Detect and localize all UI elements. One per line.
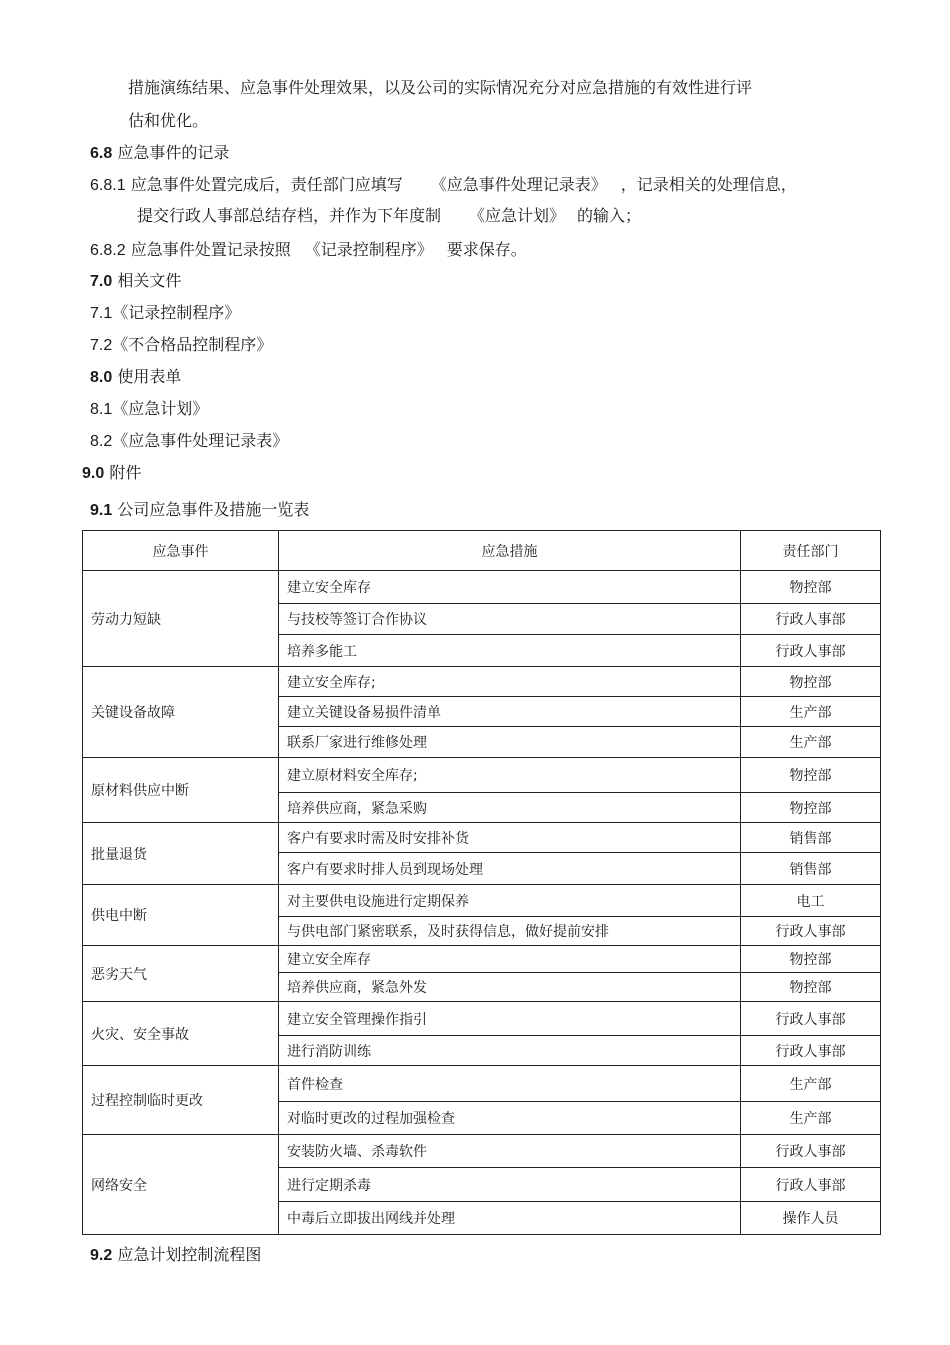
clause-text: 提交行政人事部总结存档，并作为下年度制 bbox=[137, 206, 442, 225]
measure-cell: 客户有要求时需及时安排补货 bbox=[279, 823, 741, 853]
measure-cell: 进行定期杀毒 bbox=[279, 1168, 741, 1202]
event-cell: 恶劣天气 bbox=[83, 946, 279, 1002]
section-title: 公司应急事件及措施一览表 bbox=[117, 500, 310, 519]
clause-text: 的输入； bbox=[577, 206, 642, 225]
measure-cell: 联系厂家进行维修处理 bbox=[279, 727, 741, 758]
document-reference: 《应急计划》 bbox=[469, 206, 566, 225]
department-cell: 销售部 bbox=[741, 823, 881, 853]
department-cell: 物控部 bbox=[741, 946, 881, 973]
department-cell: 生产部 bbox=[741, 1102, 881, 1135]
measure-cell: 与供电部门紧密联系，及时获得信息，做好提前安排 bbox=[279, 917, 741, 946]
clause-text: 要求保存。 bbox=[446, 240, 527, 259]
event-cell: 网络安全 bbox=[83, 1135, 279, 1235]
document-reference: 《记录控制程序》 bbox=[304, 240, 433, 259]
measure-cell: 建立安全库存; bbox=[279, 667, 741, 697]
table-row bbox=[83, 667, 881, 697]
department-cell: 物控部 bbox=[741, 667, 881, 697]
item-7-2 bbox=[90, 335, 272, 356]
department-cell: 电工 bbox=[741, 885, 881, 917]
table-row bbox=[83, 758, 881, 793]
measure-cell: 对主要供电设施进行定期保养 bbox=[279, 885, 741, 917]
clause-6-8-1-line-2 bbox=[137, 206, 641, 226]
section-number: 6.8 bbox=[90, 145, 113, 162]
section-number: 9.1 bbox=[90, 502, 113, 519]
item-number: 7.1 bbox=[90, 305, 113, 322]
table-row bbox=[83, 946, 881, 973]
table-header-row bbox=[83, 531, 881, 571]
table-row bbox=[83, 1135, 881, 1168]
measure-cell: 建立原材料安全库存; bbox=[279, 758, 741, 793]
department-cell: 物控部 bbox=[741, 973, 881, 1002]
table-row bbox=[83, 571, 881, 604]
event-cell: 劳动力短缺 bbox=[83, 571, 279, 667]
document-reference: 《应急事件处理记录表》 bbox=[112, 431, 289, 450]
department-cell: 物控部 bbox=[741, 758, 881, 793]
item-number: 7.2 bbox=[90, 337, 113, 354]
measure-cell: 建立安全库存 bbox=[279, 571, 741, 604]
department-cell: 行政人事部 bbox=[741, 635, 881, 667]
measure-cell: 安装防火墙、杀毒软件 bbox=[279, 1135, 741, 1168]
item-8-2 bbox=[90, 431, 288, 452]
column-header-measure: 应急措施 bbox=[279, 531, 741, 571]
document-reference: 《应急计划》 bbox=[112, 399, 209, 418]
department-cell: 行政人事部 bbox=[741, 1036, 881, 1066]
clause-text: ，记录相关的处理信息， bbox=[620, 175, 797, 194]
measure-cell: 培养供应商，紧急采购 bbox=[279, 793, 741, 823]
measure-cell: 客户有要求时排人员到现场处理 bbox=[279, 853, 741, 885]
intro-line-1: 措施演练结果、应急事件处理效果，以及公司的实际情况充分对应急措施的有效性进行评 bbox=[128, 78, 753, 97]
table-row bbox=[83, 885, 881, 917]
department-cell: 操作人员 bbox=[741, 1202, 881, 1235]
measure-cell: 首件检查 bbox=[279, 1066, 741, 1102]
department-cell: 行政人事部 bbox=[741, 1168, 881, 1202]
department-cell: 物控部 bbox=[741, 571, 881, 604]
section-title: 应急事件的记录 bbox=[117, 143, 230, 162]
item-number: 8.1 bbox=[90, 401, 113, 418]
event-cell: 供电中断 bbox=[83, 885, 279, 946]
department-cell: 生产部 bbox=[741, 697, 881, 727]
document-reference: 《记录控制程序》 bbox=[112, 303, 241, 322]
event-cell: 批量退货 bbox=[83, 823, 279, 885]
event-cell: 过程控制临时更改 bbox=[83, 1066, 279, 1135]
table-row bbox=[83, 823, 881, 853]
department-cell: 销售部 bbox=[741, 853, 881, 885]
measure-cell: 培养供应商，紧急外发 bbox=[279, 973, 741, 1002]
measure-cell: 对临时更改的过程加强检查 bbox=[279, 1102, 741, 1135]
item-7-1 bbox=[90, 303, 240, 324]
event-cell: 关键设备故障 bbox=[83, 667, 279, 758]
measure-cell: 建立安全库存 bbox=[279, 946, 741, 973]
department-cell: 行政人事部 bbox=[741, 1002, 881, 1036]
table-row bbox=[83, 1066, 881, 1102]
section-title: 相关文件 bbox=[117, 271, 182, 290]
clause-6-8-2 bbox=[90, 240, 527, 261]
section-title: 附件 bbox=[109, 463, 142, 482]
department-cell: 生产部 bbox=[741, 727, 881, 758]
item-number: 8.2 bbox=[90, 433, 113, 450]
clause-number: 6.8.1 bbox=[90, 177, 126, 194]
measure-cell: 与技校等签订合作协议 bbox=[279, 604, 741, 635]
column-header-event: 应急事件 bbox=[83, 531, 279, 571]
department-cell: 物控部 bbox=[741, 793, 881, 823]
section-8-0-heading bbox=[90, 367, 181, 388]
clause-text: 应急事件处置记录按照 bbox=[130, 240, 291, 259]
measure-cell: 进行消防训练 bbox=[279, 1036, 741, 1066]
emergency-events-table bbox=[82, 530, 881, 1235]
section-9-1-heading bbox=[90, 500, 309, 521]
section-7-0-heading bbox=[90, 271, 181, 292]
clause-6-8-1-line-1 bbox=[90, 175, 797, 196]
document-reference: 《应急事件处理记录表》 bbox=[430, 175, 607, 194]
department-cell: 行政人事部 bbox=[741, 604, 881, 635]
item-8-1 bbox=[90, 399, 208, 420]
department-cell: 行政人事部 bbox=[741, 1135, 881, 1168]
department-cell: 行政人事部 bbox=[741, 917, 881, 946]
table-row bbox=[83, 1002, 881, 1036]
section-number: 9.2 bbox=[90, 1247, 113, 1264]
measure-cell: 建立关键设备易损件清单 bbox=[279, 697, 741, 727]
section-number: 8.0 bbox=[90, 369, 113, 386]
section-9-0-heading bbox=[82, 463, 141, 484]
clause-number: 6.8.2 bbox=[90, 242, 126, 259]
section-6-8-heading bbox=[90, 143, 229, 164]
event-cell: 火灾、安全事故 bbox=[83, 1002, 279, 1066]
section-number: 7.0 bbox=[90, 273, 113, 290]
measure-cell: 中毒后立即拔出网线并处理 bbox=[279, 1202, 741, 1235]
section-title: 应急计划控制流程图 bbox=[117, 1245, 262, 1264]
measure-cell: 建立安全管理操作指引 bbox=[279, 1002, 741, 1036]
section-9-2-heading bbox=[90, 1245, 261, 1266]
document-reference: 《不合格品控制程序》 bbox=[112, 335, 273, 354]
section-title: 使用表单 bbox=[117, 367, 182, 386]
column-header-department: 责任部门 bbox=[741, 531, 881, 571]
measure-cell: 培养多能工 bbox=[279, 635, 741, 667]
clause-text: 应急事件处置完成后，责任部门应填写 bbox=[130, 175, 403, 194]
department-cell: 生产部 bbox=[741, 1066, 881, 1102]
intro-line-2: 估和优化。 bbox=[128, 111, 209, 130]
event-cell: 原材料供应中断 bbox=[83, 758, 279, 823]
section-number: 9.0 bbox=[82, 465, 105, 482]
